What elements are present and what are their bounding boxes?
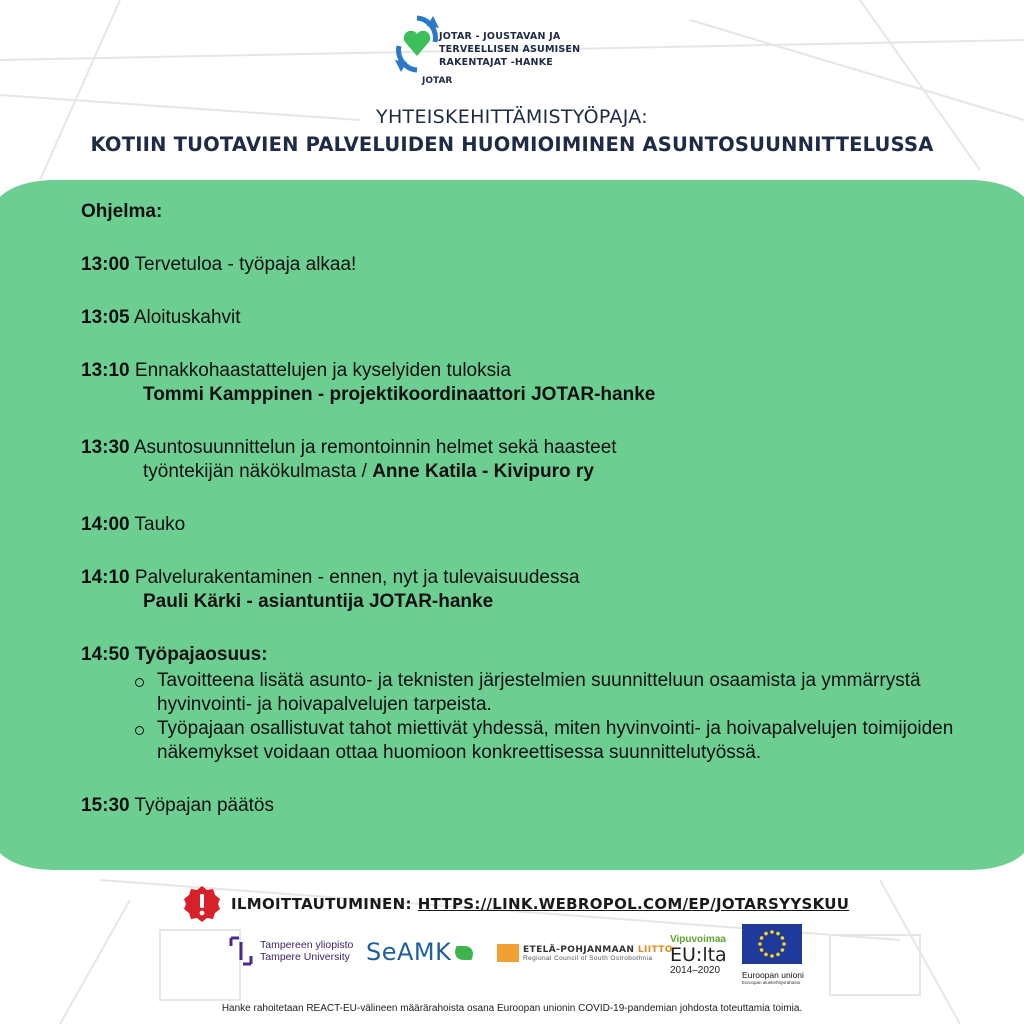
vipuvoimaa-logo [670, 934, 727, 976]
program-item [81, 513, 1001, 537]
eu-subtext: Euroopan aluekehitysrahasto [742, 980, 801, 985]
ep-name: ETELÄ-POHJANMAAN [523, 944, 638, 955]
logo-wordmark: JOTAR [422, 76, 453, 86]
exclamation-badge-icon [183, 885, 221, 923]
program-text2: työntekijän näkökulmasta / [143, 461, 373, 482]
program-text: Tervetuloa - työpaja alkaa! [134, 254, 357, 275]
program-time: 13:30 [81, 437, 130, 458]
tau-name-fi: Tampereen yliopisto [260, 939, 354, 951]
eu-logo [742, 924, 804, 985]
program-time: 13:10 [81, 360, 130, 381]
logo-text: JOTAR - JOUSTAVAN JA TERVEELLISEN ASUMISEN RAKENTAJAT -HANKE [439, 31, 581, 68]
page-subtitle: YHTEISKEHITTÄMISTYÖPAJA: [376, 106, 648, 128]
registration-link[interactable]: HTTPS://LINK.WEBROPOL.COM/EP/JOTARSYYSKUU [417, 895, 850, 913]
eu-text: Euroopan unioni [742, 970, 804, 980]
tau-name-en: Tampere University [260, 951, 350, 963]
program-time: 14:00 [81, 514, 130, 535]
etela-pohjanmaan-liitto-logo [497, 944, 673, 962]
program-time: 15:30 [81, 795, 130, 816]
seamk-logo [366, 938, 474, 966]
workshop-bullets [133, 669, 1001, 765]
seamk-text: SeAMK [366, 938, 452, 966]
program-item [81, 436, 1001, 484]
program-text: Ennakkohaastattelujen ja kyselyiden tuloksia [134, 360, 511, 381]
program-time: 13:05 [81, 307, 130, 328]
program-item [81, 566, 1001, 614]
program-time: 13:00 [81, 254, 130, 275]
bullet-item: Työpajaan osallistuvat tahot miettivät yhdessä, miten hyvinvointi- ja hoivapalvelujen toimijoiden näkemykset voidaan ottaa huomioon konkreettisessa suunnittelutyössä. [133, 717, 1001, 765]
vipu-eu: EU:lta [670, 944, 727, 966]
program-speaker: Pauli Kärki - asiantuntija JOTAR-hanke [143, 591, 494, 612]
program-speaker: Tommi Kamppinen - projektikoordinaattori JOTAR-hanke [143, 384, 656, 405]
program-content [81, 200, 1001, 847]
jotar-logo [395, 12, 595, 87]
program-time: 14:50 [81, 644, 130, 665]
program-text: Aloituskahvit [133, 307, 241, 328]
registration-label: ILMOITTAUTUMINEN: [231, 895, 412, 913]
program-item [81, 253, 1001, 277]
ep-name-accent: LIITTO [637, 944, 673, 955]
field-stripes-icon [497, 944, 519, 962]
program-heading: Ohjelma: [81, 201, 163, 222]
program-text: Työpajan päätös [134, 795, 274, 816]
vipu-top: Vipuvoimaa [670, 934, 726, 945]
registration-row [183, 884, 849, 924]
ep-subtitle: Regional Council of South Ostrobothnia [523, 954, 653, 962]
program-item [81, 643, 1001, 765]
tampere-university-logo [228, 932, 353, 970]
bullet-item: Tavoitteena lisätä asunto- ja teknisten järjestelmien suunnitteluun osaamista ja ymmärrystä hyvinvointi- ja hoivapalvelujen tarpeista. [133, 669, 1001, 717]
program-item [81, 794, 1001, 818]
program-speaker: Anne Katila - Kivipuro ry [372, 461, 594, 482]
page-title: KOTIIN TUOTAVIEN PALVELUIDEN HUOMIOIMINEN ASUNTOSUUNNITTELUSSA [90, 133, 934, 156]
program-item [81, 359, 1001, 407]
program-item [81, 306, 1001, 330]
eu-flag-icon [742, 924, 802, 964]
jotar-heart-icon [395, 12, 439, 80]
leaf-icon [452, 946, 477, 960]
vipu-years: 2014–2020 [670, 965, 721, 976]
program-text: Asuntosuunnittelun ja remontoinnin helmet sekä haasteet [133, 437, 617, 458]
program-text: Tauko [134, 514, 186, 535]
program-text: Palvelurakentaminen - ennen, nyt ja tulevaisuudessa [134, 567, 580, 588]
program-text-continued [81, 460, 1001, 484]
program-time: 14:10 [81, 567, 130, 588]
program-text: Työpajaosuus: [134, 644, 268, 665]
partner-logos [0, 922, 1024, 984]
funding-footer: Hanke rahoitetaan REACT-EU-välineen määrärahoista osana Euroopan unionin COVID-19-pandemian johdosta toteuttamia toimia. [221, 1003, 803, 1014]
tampere-university-icon [228, 932, 254, 970]
